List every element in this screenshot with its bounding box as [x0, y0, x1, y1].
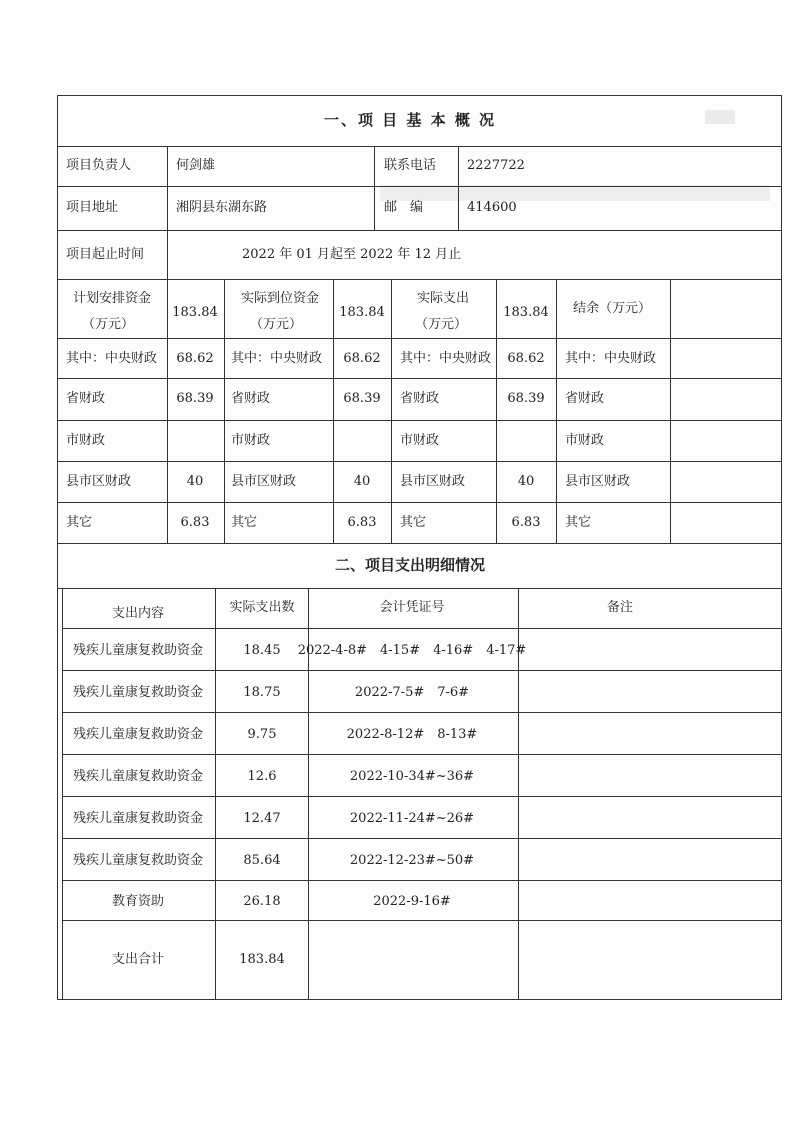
plan-source-value: 40	[186, 474, 204, 489]
address-label: 项目地址	[66, 200, 119, 215]
rule	[57, 588, 782, 589]
rule	[57, 378, 782, 379]
col-header-note: 备注	[606, 600, 634, 615]
col-header-amount: 实际支出数	[229, 600, 295, 615]
expense-voucher: 2022-4-8# 4-15# 4-16# 4-17#	[297, 643, 527, 658]
total-value: 183.84	[239, 952, 285, 967]
expense-amount: 12.6	[247, 769, 277, 784]
spent-source-value: 6.83	[511, 515, 541, 530]
expense-voucher: 2022-9-16#	[373, 894, 451, 909]
rule	[62, 796, 782, 797]
expense-content: 教育资助	[111, 894, 165, 909]
rule	[57, 338, 782, 339]
rule	[62, 712, 782, 713]
plan-label-line1: 计划安排资金	[72, 291, 152, 306]
expense-voucher: 2022-7-5# 7-6#	[354, 685, 470, 700]
balance-label: 结余（万元）	[572, 301, 652, 316]
expense-voucher: 2022-11-24#~26#	[349, 811, 475, 826]
rule	[57, 279, 782, 280]
rule	[57, 146, 782, 147]
rule	[458, 146, 459, 230]
expense-amount: 18.75	[243, 685, 281, 700]
expense-amount: 12.47	[243, 811, 281, 826]
rule	[167, 279, 168, 543]
rule	[62, 670, 782, 671]
expense-content: 残疾儿童康复救助资金	[72, 811, 204, 826]
rule	[556, 279, 557, 543]
actual-source-label: 其中：中央财政	[231, 351, 323, 366]
postcode-label: 邮 编	[384, 200, 424, 215]
actual-source-label: 市财政	[231, 433, 271, 448]
spent-source-label: 县市区财政	[400, 474, 466, 489]
plan-source-label: 市财政	[66, 433, 106, 448]
spent-source-label: 市财政	[400, 433, 440, 448]
balance-source-label: 其中：中央财政	[565, 351, 657, 366]
leader-label: 项目负责人	[66, 158, 132, 173]
rule	[391, 279, 392, 543]
phone-label: 联系电话	[384, 158, 437, 173]
plan-source-label: 其它	[66, 515, 93, 530]
actual-source-value: 6.83	[347, 515, 377, 530]
expense-content: 残疾儿童康复救助资金	[72, 685, 204, 700]
expense-content: 残疾儿童康复救助资金	[72, 769, 204, 784]
actual-source-label: 县市区财政	[231, 474, 297, 489]
plan-source-value: 6.83	[180, 515, 210, 530]
rule	[62, 838, 782, 839]
actual-label-line1: 实际到位资金	[240, 291, 320, 306]
rule	[62, 588, 63, 1000]
actual-source-label: 省财政	[231, 391, 271, 406]
rule	[62, 754, 782, 755]
section1-title: 一、项 目 基 本 概 况	[323, 111, 497, 129]
rule	[215, 588, 216, 1000]
spent-source-value: 68.62	[507, 351, 545, 366]
balance-source-label: 市财政	[565, 433, 605, 448]
rule	[167, 146, 168, 279]
rule	[57, 420, 782, 421]
expense-voucher: 2022-12-23#~50#	[349, 853, 475, 868]
expense-content: 残疾儿童康复救助资金	[72, 853, 204, 868]
spent-label-line2: （万元）	[414, 317, 468, 332]
section2-title: 二、项目支出明细情况	[334, 556, 486, 574]
spent-source-label: 其中：中央财政	[400, 351, 492, 366]
total-label: 支出合计	[111, 952, 165, 967]
col-header-content: 支出内容	[111, 606, 165, 621]
rule	[496, 279, 497, 543]
rule	[670, 279, 671, 543]
expense-content: 残疾儿童康复救助资金	[72, 643, 204, 658]
plan-source-label: 其中：中央财政	[66, 351, 158, 366]
actual-source-value: 40	[353, 474, 371, 489]
rule	[57, 186, 782, 187]
col-header-voucher: 会计凭证号	[379, 600, 445, 615]
rule	[62, 920, 782, 921]
expense-amount: 85.64	[243, 853, 281, 868]
plan-source-label: 省财政	[66, 391, 106, 406]
spent-source-label: 省财政	[400, 391, 440, 406]
actual-source-value: 68.39	[343, 391, 381, 406]
spent-total: 183.84	[503, 305, 549, 320]
address-value: 湘阴县东湖东路	[176, 200, 268, 215]
leader-value: 何剑雄	[176, 158, 216, 173]
spent-source-value: 68.39	[507, 391, 545, 406]
expense-voucher: 2022-8-12# 8-13#	[346, 727, 478, 742]
expense-amount: 18.45	[243, 643, 281, 658]
actual-source-label: 其它	[231, 515, 258, 530]
rule	[333, 279, 334, 543]
plan-source-label: 县市区财政	[66, 474, 132, 489]
expense-amount: 26.18	[243, 894, 281, 909]
rule	[62, 628, 782, 629]
phone-value: 2227722	[467, 158, 525, 173]
period-label: 项目起止时间	[66, 247, 145, 262]
plan-source-value: 68.62	[176, 351, 214, 366]
expense-content: 残疾儿童康复救助资金	[72, 727, 204, 742]
rule	[374, 146, 375, 230]
spent-source-label: 其它	[400, 515, 427, 530]
expense-voucher: 2022-10-34#~36#	[349, 769, 475, 784]
rule	[57, 461, 782, 462]
actual-total: 183.84	[339, 305, 385, 320]
rule	[57, 543, 782, 544]
rule	[62, 880, 782, 881]
rule	[57, 502, 782, 503]
expense-amount: 9.75	[247, 727, 277, 742]
postcode-value: 414600	[467, 200, 517, 215]
balance-source-label: 其它	[565, 515, 592, 530]
spent-source-value: 40	[517, 474, 535, 489]
plan-source-value: 68.39	[176, 391, 214, 406]
rule	[224, 279, 225, 543]
period-value: 2022 年 01 月起至 2022 年 12 月止	[242, 247, 462, 262]
actual-label-line2: （万元）	[249, 317, 303, 332]
balance-source-label: 县市区财政	[565, 474, 631, 489]
spent-label-line1: 实际支出	[416, 291, 470, 306]
plan-total: 183.84	[172, 305, 218, 320]
rule	[57, 230, 782, 231]
plan-label-line2: （万元）	[81, 317, 135, 332]
balance-source-label: 省财政	[565, 391, 605, 406]
actual-source-value: 68.62	[343, 351, 381, 366]
